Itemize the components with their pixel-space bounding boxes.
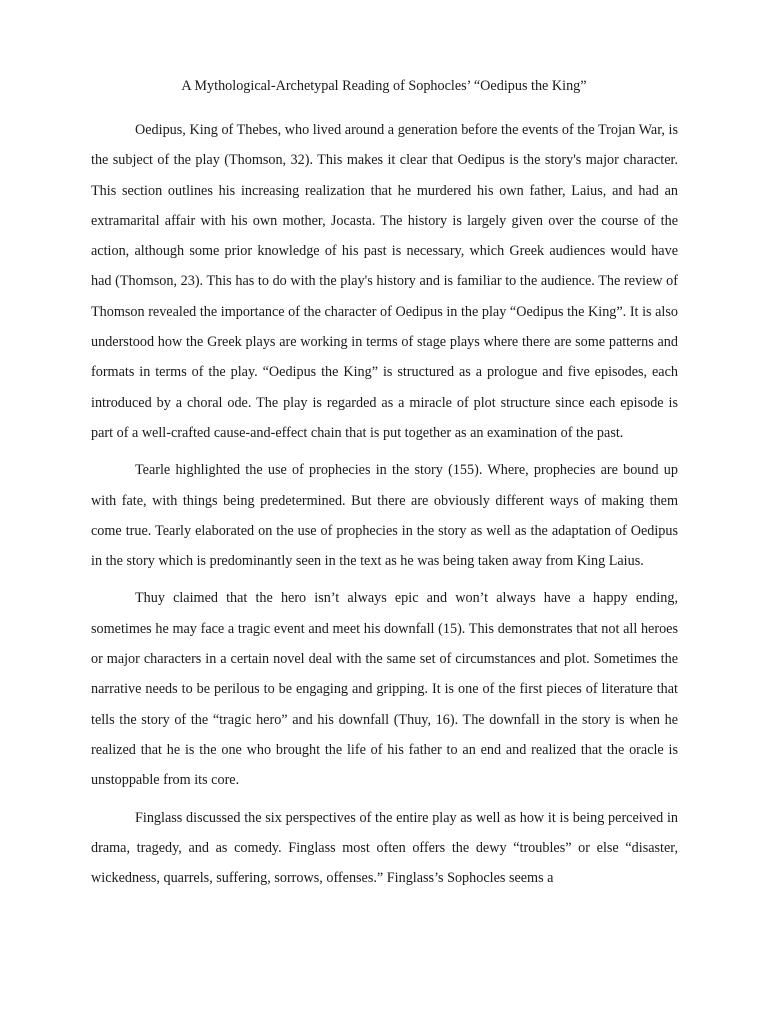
paragraph-tearle-prophecies: Tearle highlighted the use of prophecies in the story (155). Where, prophecies are bound up with fate, with things being predetermined. But there are obviously different ways of making them come true. Tearly elaborated on the use of prophecies in the story as well as the adaptation of Oedipus in the story which is predominantly seen in the text as he was being taken away from King Laius. xyxy=(91,462,678,570)
paragraph-finglass-perspectives: Finglass discussed the six perspectives of the entire play as well as how it is being perceived in drama, tragedy, and as comedy. Finglass most often offers the dewy “troubles” or else “disaster, wickedness, quarrels, suffering, sorrows, offenses.” Finglass’s Sophocles seems a xyxy=(91,809,678,887)
document-title: A Mythological-Archetypal Reading of Sophocles’ “Oedipus the King” xyxy=(181,78,587,94)
paragraph-oedipus-intro: Oedipus, King of Thebes, who lived around a generation before the events of the Trojan War, is the subject of the play (Thomson, 32). This makes it clear that Oedipus is the story's major character. This section outlines his increasing realization that he murdered his own father, Laius, and had an extramarital affair with his own mother, Jocasta. The history is largely given over the course of the action, although some prior knowledge of his past is necessary, which Greek audiences would have had (Thomson, 23). This has to do with the play's history and is familiar to the audience. The review of Thomson revealed the importance of the character of Oedipus in the play “Oedipus the King”. It is also understood how the Greek plays are working in terms of stage plays where there are some patterns and formats in terms of the play. “Oedipus the King” is structured as a prologue and five episodes, each introduced by a choral ode. The play is regarded as a miracle of plot structure since each episode is part of a well-crafted cause-and-effect chain that is put together as an examination of the past. xyxy=(91,122,678,441)
document-body xyxy=(91,115,678,900)
paragraph-thuy-tragic-hero: Thuy claimed that the hero isn’t always epic and won’t always have a happy ending, sometimes he may face a tragic event and meet his downfall (15). This demonstrates that not all heroes or major characters in a certain novel deal with the same set of circumstances and plot. Sometimes the narrative needs to be perilous to be engaging and gripping. It is one of the first pieces of literature that tells the story of the “tragic hero” and his downfall (Thuy, 16). The downfall in the story is when he realized that he is the one who brought the life of his father to an end and realized that the oracle is unstoppable from its core. xyxy=(91,590,678,789)
